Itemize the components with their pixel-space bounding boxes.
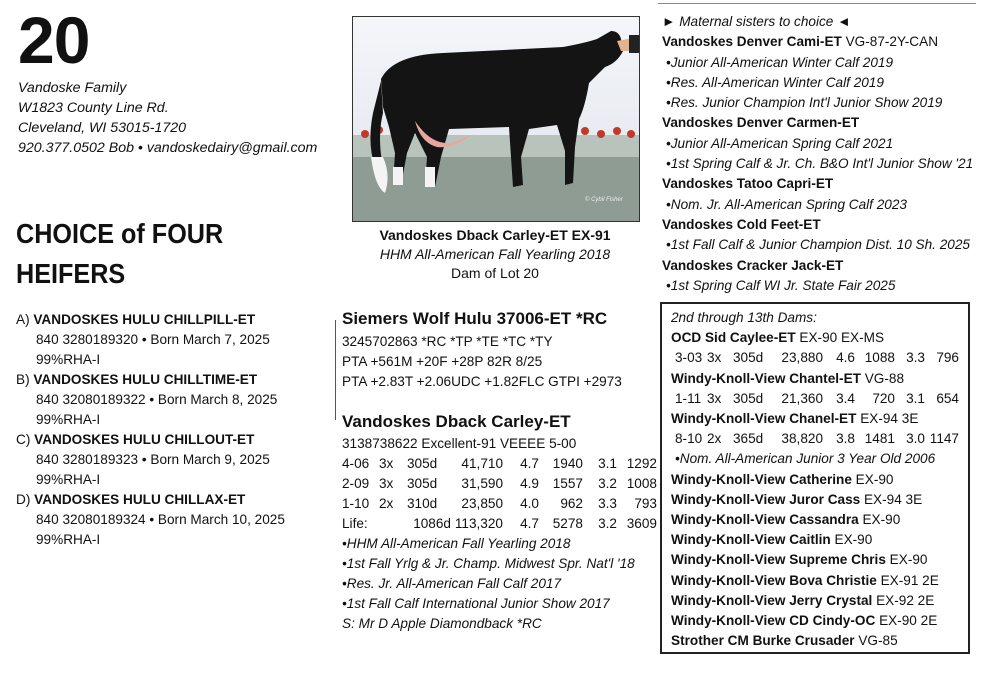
rec-age: 4-06 (342, 456, 370, 471)
caption-award: HHM All-American Fall Yearling 2018 (379, 246, 611, 262)
sister-note: •1st Spring Calf & Jr. Ch. B&O Int'l Junior Show '21 (666, 156, 974, 172)
rec-fat-pct: 3.4 (836, 390, 855, 406)
photo-watermark: © Cybil Fisher (585, 197, 623, 203)
dam-score: VG-85 (854, 633, 898, 649)
heifer-rha: 99%RHA-I (36, 532, 101, 547)
sisters-header: ► Maternal sisters to choice ◄ (662, 14, 851, 29)
dam-honor: •1st Fall Yrlg & Jr. Champ. Midwest Spr. Nat'l '18 (342, 556, 635, 571)
rec-fat-pct: 4.6 (836, 350, 855, 366)
rec-days: 305d (733, 350, 764, 366)
rec-protein-pct: 3.0 (906, 431, 925, 447)
rec-milkings: 3x (707, 390, 722, 406)
rec-days: 305d (733, 390, 764, 406)
dam-score: EX-90 (851, 471, 894, 487)
rec-fat-pct: 4.7 (520, 516, 539, 531)
dam-10 (671, 571, 968, 591)
rec-age: 1-10 (342, 496, 370, 511)
rec-protein: 796 (936, 350, 959, 366)
rec-milkings: 3x (707, 350, 722, 366)
heifer-reg: 840 3280189320 • Born March 7, 2025 (36, 332, 270, 347)
dam-name-text: OCD Sid Caylee-ET (671, 330, 796, 346)
rec-protein-pct: 3.1 (906, 390, 925, 406)
dam-3 (671, 369, 968, 389)
rec-milk: 38,820 (781, 431, 823, 447)
rec-milk: 31,590 (461, 476, 503, 491)
sire-name: Siemers Wolf Hulu 37006-ET *RC (342, 309, 608, 328)
rec-protein: 1147 (929, 431, 959, 447)
dams-box (660, 302, 970, 654)
dam-11 (671, 591, 968, 611)
rec-days: 305d (407, 456, 438, 471)
rec-protein: 1008 (626, 476, 657, 491)
heifer-letter: C) (16, 432, 31, 447)
dam-score: EX-90 EX-MS (795, 330, 885, 346)
rec-milk: 23,850 (461, 496, 503, 511)
heifer-d (16, 490, 285, 550)
dam-score: EX-90 (858, 512, 901, 528)
photo-caption (340, 226, 650, 283)
dam-4 (671, 409, 968, 429)
rec-milkings: 2x (379, 496, 394, 511)
dam-score: EX-91 2E (876, 572, 939, 588)
table-row (342, 474, 657, 494)
dam-score: VG-88 (860, 370, 905, 386)
dam-honor: •1st Fall Calf International Junior Show 2017 (342, 596, 610, 611)
dam-4-note: •Nom. All-American Junior 3 Year Old 2006 (675, 451, 936, 467)
dam-3-record (675, 389, 959, 409)
rec-protein-pct: 3.3 (906, 350, 925, 366)
rec-life-label: Life: (342, 516, 368, 531)
sister-note: •Res. Junior Champion Int'l Junior Show 2019 (666, 95, 943, 111)
heifer-reg: 840 3280189323 • Born March 9, 2025 (36, 452, 270, 467)
dam-name-text: Windy-Knoll-View Chantel-ET (671, 370, 861, 386)
rec-milk: 41,710 (461, 456, 503, 471)
dam-9 (671, 550, 968, 570)
rec-age: 2-09 (342, 476, 370, 491)
heifer-a (16, 310, 285, 370)
rec-fat: 720 (872, 390, 895, 406)
rec-protein: 3609 (626, 516, 657, 531)
caption-title: Vandoskes Dback Carley-ET EX-91 (379, 227, 611, 243)
rec-milk: 113,320 (454, 516, 503, 531)
dam-score: EX-90 (885, 552, 928, 568)
rec-age: 8-10 (675, 431, 703, 447)
sister-note: •Res. All-American Winter Calf 2019 (666, 74, 884, 90)
dam-name-text: Strother CM Burke Crusader (671, 633, 855, 649)
dam-7 (671, 510, 968, 530)
sire-block (342, 306, 622, 392)
dam-6 (671, 490, 968, 510)
rec-milkings: 3x (379, 476, 394, 491)
heifer-name: VANDOSKES HULU CHILLPILL-ET (33, 312, 256, 327)
rec-days: 1086d (413, 516, 451, 531)
rec-fat: 1481 (864, 431, 895, 447)
rec-fat: 1088 (864, 350, 895, 366)
top-rule (658, 3, 976, 4)
dam-score: EX-90 (830, 532, 873, 548)
offering-title-line2: HEIFERS (16, 258, 126, 289)
rec-protein-pct: 3.3 (598, 496, 617, 511)
rec-protein-pct: 3.1 (598, 456, 617, 471)
dam-name-text: Windy-Knoll-View Jerry Crystal (671, 592, 873, 608)
heifer-letter: B) (16, 372, 30, 387)
sister-name-text: Vandoskes Denver Carmen-ET (662, 115, 860, 131)
heifer-rha: 99%RHA-I (36, 472, 101, 487)
rec-days: 365d (733, 431, 764, 447)
offering-title-line1: CHOICE of FOUR (16, 218, 224, 249)
table-row (342, 494, 657, 514)
dam-name-text: Windy-Knoll-View Chanel-ET (671, 411, 857, 427)
table-row-life (342, 514, 657, 534)
heifer-b (16, 370, 285, 430)
rec-fat-pct: 4.7 (520, 456, 539, 471)
caption-note: Dam of Lot 20 (451, 265, 539, 281)
maternal-sisters (662, 12, 973, 296)
heifer-reg: 840 32080189324 • Born March 10, 2025 (36, 512, 285, 527)
table-row (675, 429, 959, 449)
heifer-name: VANDOSKES HULU CHILLAX-ET (34, 492, 246, 507)
dam-name-text: Windy-Knoll-View Bova Christie (671, 572, 877, 588)
table-row (342, 454, 657, 474)
rec-protein: 654 (936, 390, 959, 406)
lot-number: 20 (18, 3, 90, 77)
rec-protein-pct: 3.2 (598, 516, 617, 531)
cow-photo (352, 16, 640, 222)
consignor-contact: 920.377.0502 Bob • vandoskedairy@gmail.com (18, 140, 318, 156)
dam-score: EX-92 2E (872, 592, 935, 608)
consignor-name: Vandoske Family (18, 80, 127, 96)
rec-protein-pct: 3.2 (598, 476, 617, 491)
sister-name-text: Vandoskes Denver Cami-ET (662, 34, 842, 50)
rec-days: 310d (407, 496, 438, 511)
rec-milk: 23,880 (781, 350, 823, 366)
dam-name: Vandoskes Dback Carley-ET (342, 412, 571, 431)
consignor-address (18, 78, 317, 158)
table-row (675, 348, 959, 368)
dam-sire: S: Mr D Apple Diamondback *RC (342, 616, 542, 631)
dam-5 (671, 470, 968, 490)
rec-milkings: 2x (707, 431, 722, 447)
rec-fat-pct: 4.0 (520, 496, 539, 511)
dam-honor: •HHM All-American Fall Yearling 2018 (342, 536, 571, 551)
rec-fat: 1557 (552, 476, 583, 491)
heifer-c (16, 430, 285, 490)
rec-protein: 1292 (626, 456, 657, 471)
consignor-street: W1823 County Line Rd. (18, 100, 169, 116)
rec-fat: 962 (560, 496, 583, 511)
dam-name-text: Windy-Knoll-View Juror Cass (671, 491, 861, 507)
rec-fat-pct: 4.9 (520, 476, 539, 491)
sister-name (662, 215, 973, 235)
sire-line3: PTA +2.83T +2.06UDC +1.82FLC GTPI +2973 (342, 374, 622, 389)
heifer-rha: 99%RHA-I (36, 352, 101, 367)
dam-honor: •Res. Jr. All-American Fall Calf 2017 (342, 576, 562, 591)
sister-name (662, 32, 973, 52)
heifer-name: VANDOSKES HULU CHILLTIME-ET (33, 372, 258, 387)
rec-fat: 1940 (552, 456, 583, 471)
rec-milkings: 3x (379, 456, 394, 471)
dam-records (342, 454, 657, 534)
heifer-rha: 99%RHA-I (36, 412, 101, 427)
sister-name-text: Vandoskes Cold Feet-ET (662, 216, 821, 232)
sister-note: •1st Fall Calf & Junior Champion Dist. 10 Sh. 2025 (666, 237, 970, 253)
dam-4-record (675, 429, 959, 449)
sister-name-text: Vandoskes Tatoo Capri-ET (662, 176, 834, 192)
dam-name-text: Windy-Knoll-View CD Cindy-OC (671, 613, 876, 629)
dam-name-text: Windy-Knoll-View Cassandra (671, 512, 859, 528)
dam-block (342, 410, 657, 634)
rec-days: 305d (407, 476, 438, 491)
dam-name-text: Windy-Knoll-View Supreme Chris (671, 552, 886, 568)
sister-score: VG-87-2Y-CAN (841, 34, 939, 50)
sister-name-text: Vandoskes Cracker Jack-ET (662, 257, 844, 273)
offering-title (16, 214, 223, 294)
dam-name-text: Windy-Knoll-View Caitlin (671, 532, 831, 548)
dam-8 (671, 530, 968, 550)
heifer-name: VANDOSKES HULU CHILLOUT-ET (34, 432, 255, 447)
rec-age: 1-11 (675, 390, 702, 406)
cow-illustration (353, 17, 639, 221)
dam-score: EX-90 2E (875, 613, 938, 629)
rec-protein: 793 (634, 496, 657, 511)
consignor-city: Cleveland, WI 53015-1720 (18, 120, 186, 136)
dam-2-record (675, 348, 959, 368)
dam-13 (671, 631, 968, 651)
dam-score: EX-94 3E (856, 411, 919, 427)
sister-name (662, 174, 973, 194)
sister-name (662, 113, 973, 133)
sister-note: •Nom. Jr. All-American Spring Calf 2023 (666, 196, 907, 212)
rec-fat: 5278 (552, 516, 583, 531)
heifer-reg: 840 32080189322 • Born March 8, 2025 (36, 392, 278, 407)
rec-age: 3-03 (675, 350, 703, 366)
dam-2 (671, 328, 968, 348)
dam-name-text: Windy-Knoll-View Catherine (671, 471, 852, 487)
dam-line1: 3138738622 Excellent-91 VEEEE 5-00 (342, 436, 577, 451)
dam-12 (671, 611, 968, 631)
sire-line2: PTA +561M +20F +28P 82R 8/25 (342, 354, 543, 369)
table-row (675, 389, 959, 409)
rec-fat-pct: 3.8 (836, 431, 855, 447)
sister-note: •1st Spring Calf WI Jr. State Fair 2025 (666, 277, 896, 293)
heifer-letter: A) (16, 312, 30, 327)
dam-score: EX-94 3E (860, 491, 923, 507)
rec-milk: 21,360 (781, 390, 823, 406)
dams-header: 2nd through 13th Dams: (671, 310, 817, 325)
heifer-list (16, 310, 285, 550)
sister-note: •Junior All-American Winter Calf 2019 (666, 54, 894, 70)
heifer-letter: D) (16, 492, 31, 507)
sire-line1: 3245702863 *RC *TP *TE *TC *TY (342, 334, 553, 349)
sister-name (662, 256, 973, 276)
pedigree-divider (335, 320, 336, 420)
sister-note: •Junior All-American Spring Calf 2021 (666, 135, 894, 151)
